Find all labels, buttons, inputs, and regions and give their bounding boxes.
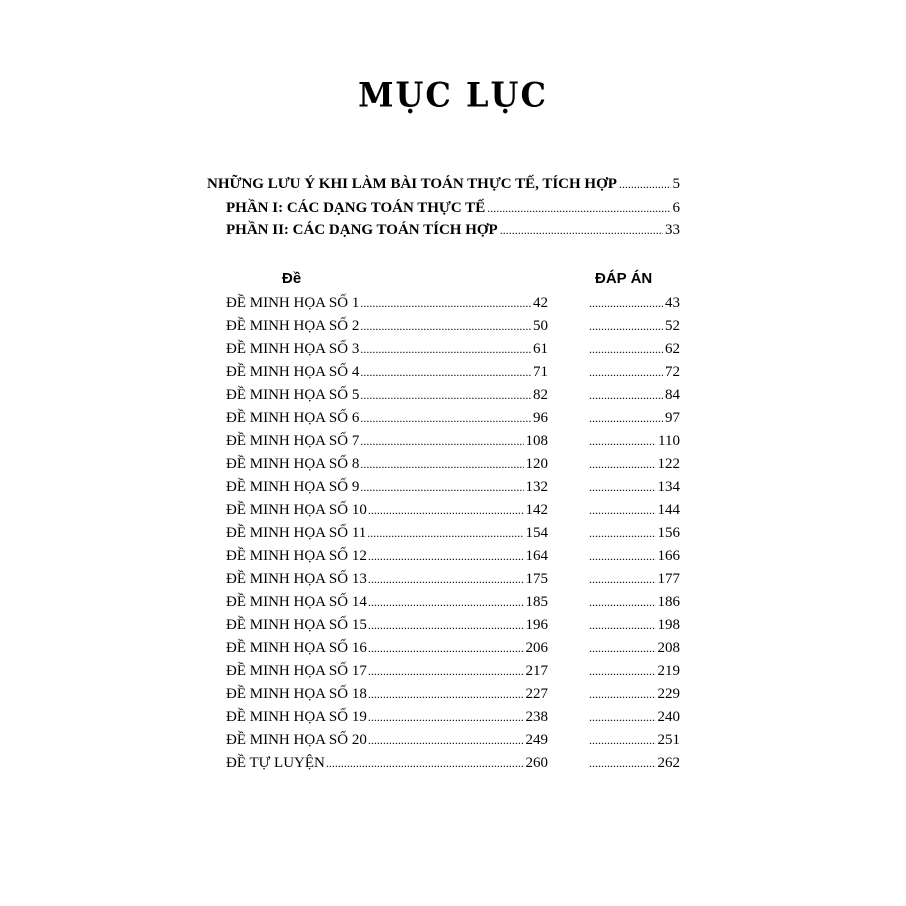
exam-entry[interactable] [226,706,548,729]
exam-page: 96 [533,410,548,426]
answer-page: 62 [665,341,680,357]
dot-leader [589,292,663,315]
exam-entry[interactable] [226,637,548,660]
exam-column-header: Đề [282,270,302,287]
exam-page: 238 [525,709,548,725]
exam-entry[interactable] [226,384,548,407]
dot-leader [589,660,656,683]
answer-entry[interactable] [589,729,680,752]
dot-leader [589,384,663,407]
answer-entry[interactable] [589,292,680,315]
exam-page: 196 [525,617,548,633]
dot-leader [487,197,670,219]
exam-label: ĐỀ MINH HỌA SỐ 9 [226,479,360,495]
exam-label: ĐỀ MINH HỌA SỐ 3 [226,341,360,357]
exam-entry[interactable] [226,292,548,315]
exam-entry[interactable] [226,430,548,453]
exam-entry[interactable] [226,614,548,637]
exam-page: 164 [525,548,548,564]
answer-page: 43 [665,295,680,311]
exam-page: 50 [533,318,548,334]
exam-entry[interactable] [226,499,548,522]
dot-leader [589,752,656,775]
answer-entry[interactable] [589,706,680,729]
exam-entry[interactable] [226,683,548,706]
dot-leader [326,752,524,775]
dot-leader [589,545,656,568]
answer-page: 262 [657,755,680,771]
dot-leader [589,637,656,660]
dot-leader [368,591,524,614]
toc-entry-notes[interactable] [207,173,680,195]
dot-leader [589,706,656,729]
dot-leader [368,660,524,683]
answer-page: 72 [665,364,680,380]
answer-entry[interactable] [589,476,680,499]
dot-leader [589,568,656,591]
exam-label: ĐỀ MINH HỌA SỐ 19 [226,709,367,725]
toc-entry-label: PHẦN II: CÁC DẠNG TOÁN TÍCH HỢP [226,222,498,238]
exam-label: ĐỀ MINH HỌA SỐ 17 [226,663,367,679]
dot-leader [589,453,656,476]
answer-entry[interactable] [589,453,680,476]
dot-leader [589,499,656,522]
answer-entry[interactable] [589,637,680,660]
exam-page: 260 [525,755,548,771]
exam-page: 42 [533,295,548,311]
exam-label: ĐỀ MINH HỌA SỐ 6 [226,410,360,426]
dot-leader [368,706,524,729]
dot-leader [589,614,656,637]
dot-leader [589,476,656,499]
dot-leader [589,338,663,361]
toc-entry-label: PHẦN I: CÁC DẠNG TOÁN THỰC TẾ [226,200,486,216]
exam-page: 227 [525,686,548,702]
exam-entry[interactable] [226,591,548,614]
toc-entry-part-2[interactable] [226,219,680,241]
exam-page: 175 [525,571,548,587]
exam-label: ĐỀ MINH HỌA SỐ 5 [226,387,360,403]
exam-entry[interactable] [226,361,548,384]
exam-label: ĐỀ MINH HỌA SỐ 4 [226,364,360,380]
exam-page: 249 [525,732,548,748]
dot-leader [360,361,531,384]
exam-entry[interactable] [226,729,548,752]
answer-page: 166 [657,548,680,564]
exam-list [226,292,548,775]
dot-leader [360,338,531,361]
dot-leader [368,545,524,568]
exam-label: ĐỀ MINH HỌA SỐ 11 [226,525,367,541]
page-title: MỤC LỤC [358,75,548,115]
exam-label: ĐỀ MINH HỌA SỐ 16 [226,640,367,656]
dot-leader [367,522,523,545]
exam-label: ĐỀ MINH HỌA SỐ 8 [226,456,360,472]
dot-leader [589,591,656,614]
toc-entry-page: 5 [672,176,680,192]
exam-label: ĐỀ MINH HỌA SỐ 13 [226,571,367,587]
answer-entry[interactable] [589,499,680,522]
dot-leader [360,476,523,499]
dot-leader [360,453,523,476]
answer-page: 251 [657,732,680,748]
dot-leader [360,292,531,315]
answer-entry[interactable] [589,614,680,637]
answer-page: 84 [665,387,680,403]
answer-page: 52 [665,318,680,334]
dot-leader [589,430,656,453]
dot-leader [589,683,656,706]
exam-entry[interactable] [226,315,548,338]
answer-page: 110 [658,433,680,449]
toc-entry-page: 6 [672,200,680,216]
exam-entry[interactable] [226,476,548,499]
exam-page: 217 [525,663,548,679]
dot-leader [368,614,524,637]
exam-page: 108 [525,433,548,449]
answer-page: 219 [657,663,680,679]
exam-entry[interactable] [226,453,548,476]
exam-label: ĐỀ MINH HỌA SỐ 7 [226,433,360,449]
exam-entry[interactable] [226,407,548,430]
exam-label: ĐỀ MINH HỌA SỐ 2 [226,318,360,334]
answer-entry[interactable] [589,407,680,430]
exam-page: 61 [533,341,548,357]
exam-entry[interactable] [226,522,548,545]
answer-entry[interactable] [589,384,680,407]
dot-leader [500,219,663,241]
answer-entry[interactable] [589,522,680,545]
dot-leader [368,568,524,591]
dot-leader [589,522,656,545]
dot-leader [619,173,671,195]
dot-leader [360,407,531,430]
exam-page: 71 [533,364,548,380]
toc-entry-label: NHỮNG LƯU Ý KHI LÀM BÀI TOÁN THỰC TẾ, TÍCH HỢP [207,176,617,192]
answer-entry[interactable] [589,545,680,568]
exam-entry[interactable] [226,568,548,591]
exam-page: 206 [525,640,548,656]
answer-entry[interactable] [589,591,680,614]
answer-page: 97 [665,410,680,426]
exam-label: ĐỀ TỰ LUYỆN [226,755,325,771]
answer-entry[interactable] [589,683,680,706]
dot-leader [368,683,524,706]
exam-page: 154 [525,525,548,541]
dot-leader [368,729,524,752]
answer-page: 208 [657,640,680,656]
answer-page: 240 [657,709,680,725]
answer-list [589,292,680,775]
exam-label: ĐỀ MINH HỌA SỐ 15 [226,617,367,633]
exam-page: 185 [525,594,548,610]
exam-entry[interactable] [226,338,548,361]
answer-entry[interactable] [589,752,680,775]
answer-entry[interactable] [589,430,680,453]
dot-leader [589,407,663,430]
exam-page: 142 [525,502,548,518]
exam-entry[interactable] [226,545,548,568]
answer-entry[interactable] [589,660,680,683]
answer-page: 186 [657,594,680,610]
exam-label: ĐỀ MINH HỌA SỐ 20 [226,732,367,748]
dot-leader [368,637,524,660]
dot-leader [360,384,531,407]
answer-page: 134 [657,479,680,495]
exam-entry[interactable] [226,660,548,683]
dot-leader [589,361,663,384]
dot-leader [589,315,663,338]
exam-label: ĐỀ MINH HỌA SỐ 18 [226,686,367,702]
exam-label: ĐỀ MINH HỌA SỐ 14 [226,594,367,610]
answer-page: 122 [657,456,680,472]
answer-entry[interactable] [589,568,680,591]
answer-entry[interactable] [589,338,680,361]
answer-page: 156 [657,525,680,541]
toc-entry-part-1[interactable] [226,197,680,219]
exam-entry[interactable] [226,752,548,775]
toc-entry-page: 33 [665,222,680,238]
answer-entry[interactable] [589,361,680,384]
exam-page: 82 [533,387,548,403]
answer-page: 177 [657,571,680,587]
answer-entry[interactable] [589,315,680,338]
exam-label: ĐỀ MINH HỌA SỐ 12 [226,548,367,564]
exam-label: ĐỀ MINH HỌA SỐ 10 [226,502,367,518]
exam-label: ĐỀ MINH HỌA SỐ 1 [226,295,360,311]
dot-leader [360,430,523,453]
answer-page: 229 [657,686,680,702]
dot-leader [360,315,531,338]
answer-page: 144 [657,502,680,518]
answer-page: 198 [657,617,680,633]
dot-leader [589,729,656,752]
answer-column-header: ĐÁP ÁN [595,270,653,287]
exam-page: 132 [525,479,548,495]
dot-leader [368,499,524,522]
exam-page: 120 [525,456,548,472]
